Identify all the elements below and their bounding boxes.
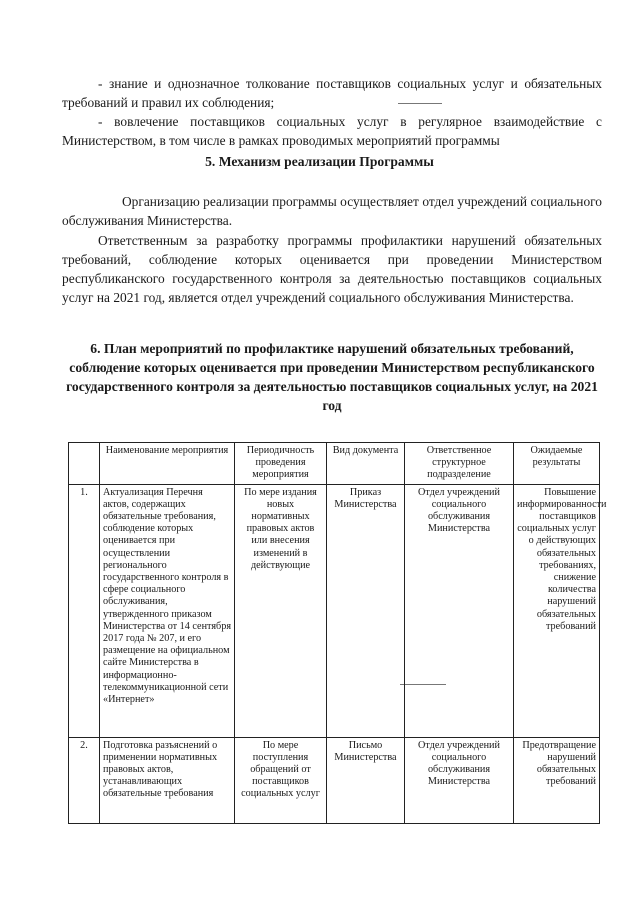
measure-periodicity: По мере поступления обращений от поставщиков социальных услуг: [235, 737, 327, 823]
section-5-paragraph-2: Ответственным за разработку программы профилактики нарушений обязательных требований, соблюдение которых оценивается при проведении Министерством республиканского государственного контроля за деятельностью поставщиков социальных услуг на 2021 год, является отдел учреждений социального обслуживания Министерства.: [62, 233, 602, 305]
header-document-type: Вид документа: [327, 443, 405, 485]
bullet-involvement: - вовлечение поставщиков социальных услуг в регулярное взаимодействие с Министерством, в том числе в рамках проводимых мероприятий программы: [62, 114, 602, 148]
measures-plan-table: [68, 442, 607, 824]
bullet-knowledge: - знание и однозначное толкование поставщиков социальных услуг и обязательных требований и правил их соблюдения;: [62, 76, 602, 110]
row-number: 2.: [69, 737, 100, 823]
measure-name: Подготовка разъяснений о применении нормативных правовых актов, устанавливающих обязательные требования: [100, 737, 235, 823]
table-row: [69, 484, 600, 737]
measure-expected-result: Повышение информированности поставщиков социальных услуг о действующих обязательных требованиях, снижение количества нарушений обязательных требований: [514, 484, 600, 737]
header-measure-name: Наименование мероприятия: [100, 443, 235, 485]
measure-name: Актуализация Перечня актов, содержащих обязательные требования, соблюдение которых оценивается при осуществлении регионального государственного контроля в сфере социального обслуживания, утвержденного приказом Министерства от 14 сентября 2017 года № 207, и его размещение на официальном сайте Министерства в информационно-телекоммуникационной сети «Интернет»: [100, 484, 235, 737]
measure-document-type: Приказ Министерства: [327, 484, 405, 737]
pen-mark: [398, 103, 442, 104]
header-expected-results: Ожидаемые результаты: [514, 443, 600, 485]
measure-expected-result: Предотвращение нарушений обязательных требований: [514, 737, 600, 823]
measure-responsible-unit: Отдел учреждений социального обслуживания Министерства: [405, 484, 514, 737]
row-number: 1.: [69, 484, 100, 737]
section-6-title: 6. План мероприятий по профилактике нарушений обязательных требований, соблюдение которых оценивается при проведении Министерством республиканского государственного контроля за деятельностью поставщиков социальных услуг, на 2021 год: [66, 341, 598, 413]
header-number: [69, 443, 100, 485]
section-5-title: 5. Механизм реализации Программы: [205, 154, 434, 169]
measure-responsible-unit: Отдел учреждений социального обслуживания Министерства: [405, 737, 514, 823]
measure-document-type: Письмо Министерства: [327, 737, 405, 823]
measure-periodicity: По мере издания новых нормативных правовых актов или внесения изменений в действующие: [235, 484, 327, 737]
table-row: [69, 737, 600, 823]
header-periodicity: Периодичность проведения мероприятия: [235, 443, 327, 485]
section-5-paragraph-1: Организацию реализации программы осуществляет отдел учреждений социального обслуживания Министерства.: [62, 194, 602, 228]
header-responsible-unit: Ответственное структурное подразделение: [405, 443, 514, 485]
table-header-row: [69, 443, 600, 485]
